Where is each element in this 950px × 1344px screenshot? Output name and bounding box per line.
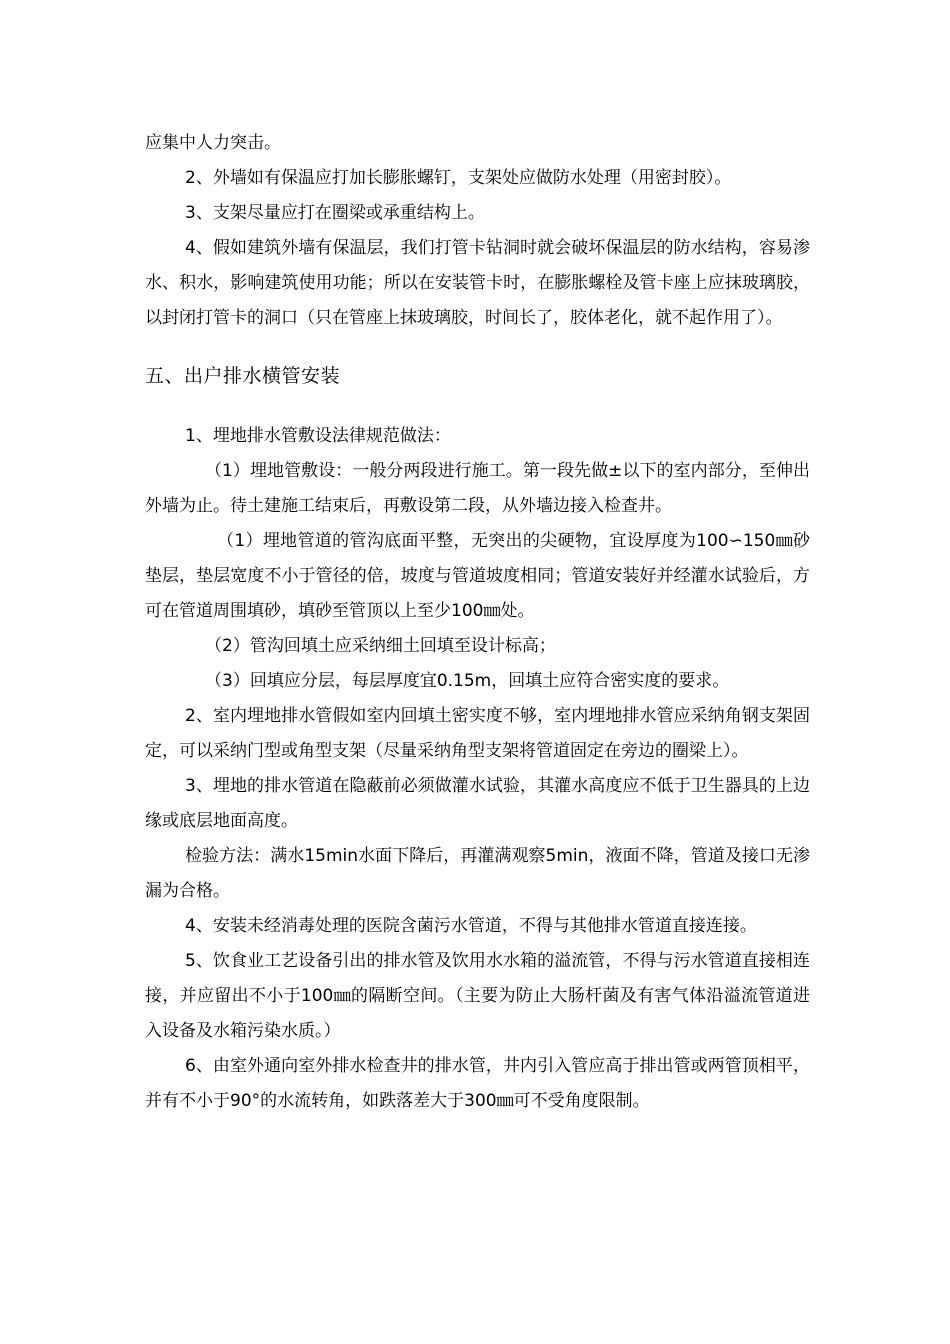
section-heading: 五、出户排水横管安装 xyxy=(145,365,341,387)
paragraph-continuation: 应集中人力突击。 xyxy=(145,133,281,153)
paragraph-buried-pipe-method: 1、埋地排水管敷设法律规范做法： xyxy=(185,426,451,446)
paragraph-backfill: （2）管沟回填土应采纳细土回填至设计标高； xyxy=(205,636,556,656)
paragraph-trench-bottom: （1）埋地管道的管沟底面平整，无突出的尖硬物，宜设厚度为100∽150㎜砂垫层，垫层宽度不小于管径的倍，坡度与管道坡度相同；管道安装好并经灌水试验后，方可在管道周围填砂，填砂至管顶以上至少100㎜处。 xyxy=(145,531,810,621)
paragraph-item-4: 4、假如建筑外墙有保温层，我们打管卡钻洞时就会破坏保温层的防水结构，容易渗水、积水，影响建筑使用功能；所以在安装管卡时，在膨胀螺栓及管卡座上应抹玻璃胶，以封闭打管卡的洞口（只在管座上抹玻璃胶，时间长了，胶体老化，就不起作用了）。 xyxy=(145,238,810,328)
paragraph-layered-backfill: （3）回填应分层，每层厚度宜0.15m，回填土应符合密实度的要求。 xyxy=(205,671,730,691)
paragraph-item-5-food-service: 5、饮食业工艺设备引出的排水管及饮用水水箱的溢流管，不得与污水管道直接相连接，并应留出不小于100㎜的隔断空间。（主要为防止大肠杆菌及有害气体沿溢流管道进入设备及水箱污染水质。） xyxy=(145,951,810,1041)
paragraph-inspection-method: 检验方法：满水15min水面下降后，再灌满观察5min，液面不降，管道及接口无渗漏为合格。 xyxy=(145,846,810,901)
paragraph-buried-laying: （1）埋地管敷设：一般分两段进行施工。第一段先做±以下的室内部分，至伸出外墙为止。待土建施工结束后，再敷设第二段，从外墙边接入检查井。 xyxy=(145,461,810,516)
paragraph-item-4-hospital: 4、安装未经消毒处理的医院含菌污水管道，不得与其他排水管道直接连接。 xyxy=(185,916,757,936)
paragraph-item-2: 2、外墙如有保温应打加长膨胀螺钉，支架处应做防水处理（用密封胶）。 xyxy=(185,168,732,188)
paragraph-item-3: 3、支架尽量应打在圈梁或承重结构上。 xyxy=(185,203,485,223)
paragraph-item-6-outdoor: 6、由室外通向室外排水检查井的排水管，井内引入管应高于排出管或两管顶相平，并有不小于90°的水流转角，如跌落差大于300㎜可不受角度限制。 xyxy=(145,1056,810,1111)
paragraph-item-3-water-test: 3、埋地的排水管道在隐蔽前必须做灌水试验，其灌水高度应不低于卫生器具的上边缘或底层地面高度。 xyxy=(145,776,810,831)
document-page xyxy=(145,126,810,1119)
paragraph-item-2-indoor: 2、室内埋地排水管假如室内回填土密实度不够，室内埋地排水管应采纳角钢支架固定，可以采纳门型或角型支架（尽量采纳角型支架将管道固定在旁边的圈梁上）。 xyxy=(145,706,810,761)
